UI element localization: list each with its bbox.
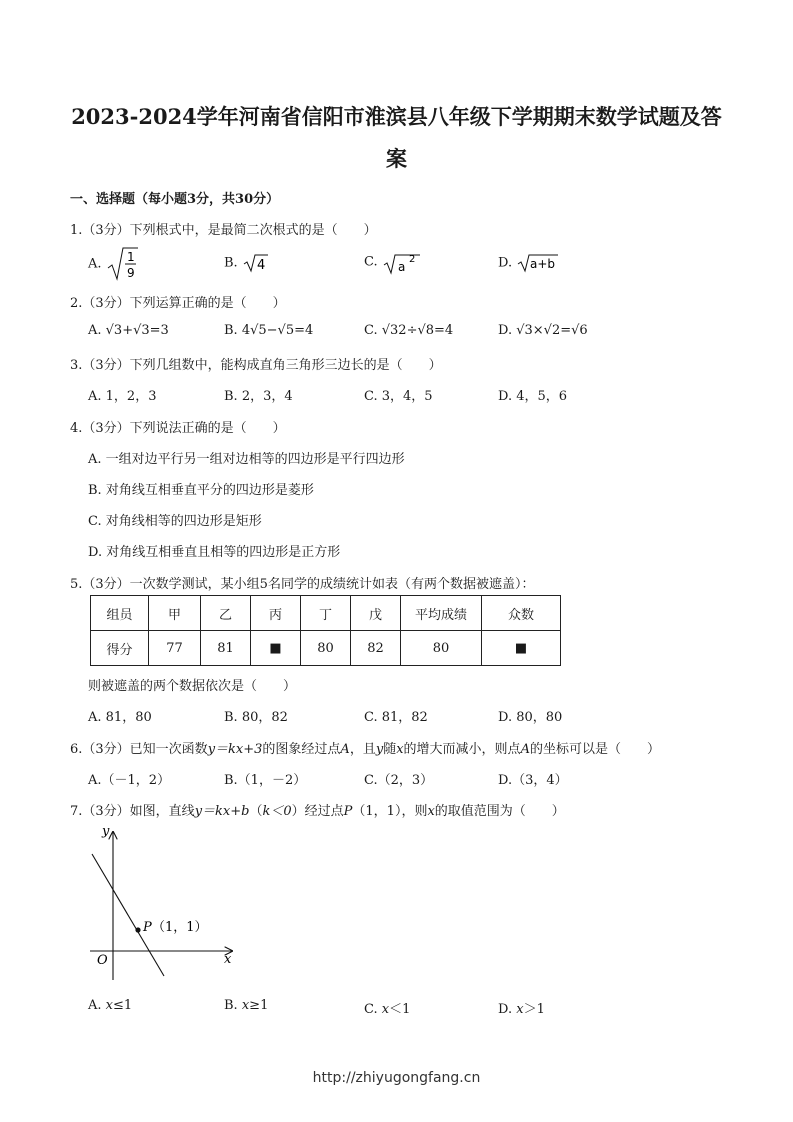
table-cell-masked: ■ <box>251 631 301 666</box>
question-2-option-c: C. √32÷√8=4 <box>364 323 454 338</box>
svg-text:1: 1 <box>126 250 135 264</box>
svg-text:2: 2 <box>408 254 416 265</box>
question-5-option-d: D. 80，80 <box>498 710 563 725</box>
option-label: C. <box>364 1002 378 1017</box>
question-1-option-a <box>88 246 140 282</box>
question-3-option-b: B. 2，3，4 <box>224 389 293 404</box>
option-relation: ＞1 <box>523 1002 545 1017</box>
option-var: x <box>516 1002 524 1017</box>
q6-point: A <box>520 742 530 757</box>
linear-function-graph <box>80 820 250 990</box>
question-2-option-b: B. 4√5−√5=4 <box>224 323 314 338</box>
table-cell-masked: ■ <box>482 631 561 666</box>
svg-text:4: 4 <box>256 258 266 273</box>
score-table <box>90 595 561 666</box>
table-header-cell: 众数 <box>482 596 561 631</box>
table-header-cell: 乙 <box>201 596 251 631</box>
question-5-followup: 则被遮盖的两个数据依次是（ ） <box>88 679 297 694</box>
q6-part: 的坐标可以是（ ） <box>529 742 660 757</box>
option-relation: ≤1 <box>113 998 133 1013</box>
q7-condition: k＜0 <box>262 804 292 819</box>
option-label: D. <box>498 255 513 271</box>
table-header-row <box>91 596 561 631</box>
question-5-option-c: C. 81，82 <box>364 710 428 725</box>
q7-part: 7.（3分）如图，直线 <box>70 804 195 819</box>
question-7-option-b <box>224 998 268 1013</box>
table-cell: 82 <box>351 631 401 666</box>
q6-function: y＝kx+3 <box>207 742 263 757</box>
table-header-cell: 甲 <box>149 596 201 631</box>
question-6-stem <box>70 738 660 757</box>
origin-label: O <box>97 953 108 968</box>
point-p <box>135 927 140 932</box>
x-axis-label: x <box>224 952 232 967</box>
option-label: C. <box>364 254 378 270</box>
question-3-option-a: A. 1，2，3 <box>88 389 157 404</box>
table-cell: 81 <box>201 631 251 666</box>
q6-part: 的增大而减小，则点 <box>403 742 521 757</box>
svg-text:9: 9 <box>126 266 135 280</box>
paper-title-line1: 2023-2024学年河南省信阳市淮滨县八年级下学期期末数学试题及答 <box>71 104 722 129</box>
table-header-cell: 丁 <box>301 596 351 631</box>
question-2-option-d: D. √3×√2=√6 <box>498 323 588 338</box>
q7-point: P <box>343 804 353 819</box>
option-var: x <box>241 998 250 1013</box>
option-relation: ≥1 <box>249 998 269 1013</box>
question-4-option-c: C. 对角线相等的四边形是矩形 <box>88 514 262 529</box>
q6-var-x: x <box>396 742 404 757</box>
point-p-coords: （1，1） <box>152 920 208 935</box>
question-2-stem: 2.（3分）下列运算正确的是（ ） <box>70 296 286 311</box>
q6-var-y: y <box>375 742 384 757</box>
question-5-option-a: A. 81，80 <box>88 710 152 725</box>
table-cell: 77 <box>149 631 201 666</box>
sqrt-one-ninth <box>106 246 140 282</box>
question-1-option-d <box>498 253 560 273</box>
option-label: A. <box>88 998 102 1013</box>
question-5-option-b: B. 80，82 <box>224 710 288 725</box>
question-1-option-c <box>364 249 422 275</box>
question-7-option-c <box>364 998 410 1017</box>
question-3-stem: 3.（3分）下列几组数中，能构成直角三角形三边长的是（ ） <box>70 358 442 373</box>
paper-title-line2: 案 <box>386 146 407 171</box>
q6-point: A <box>340 742 350 757</box>
table-row <box>91 631 561 666</box>
table-cell: 80 <box>401 631 482 666</box>
question-3-option-d: D. 4，5，6 <box>498 389 568 404</box>
option-label: B. <box>224 255 238 271</box>
sqrt-a-squared <box>382 249 422 275</box>
question-6-option-c: C.（2，3） <box>364 773 434 788</box>
question-6-option-a: A.（－1，2） <box>88 773 171 788</box>
q7-var-x: x <box>427 804 435 819</box>
footer-url[interactable]: http://zhiyugongfang.cn <box>312 1070 481 1086</box>
question-2-option-a: A. √3+√3=3 <box>88 323 169 338</box>
point-p-label: P <box>143 920 152 935</box>
question-3-option-c: C. 3，4，5 <box>364 389 433 404</box>
q7-part: （1，1），则 <box>352 804 428 819</box>
q7-part: 的取值范围为（ ） <box>434 804 565 819</box>
question-7-option-d <box>498 998 545 1017</box>
table-header-cell: 戊 <box>351 596 401 631</box>
svg-text:a: a <box>397 260 406 274</box>
question-6-option-b: B.（1，－2） <box>224 773 307 788</box>
table-row-label: 得分 <box>91 631 149 666</box>
option-var: x <box>105 998 114 1013</box>
sqrt-four <box>242 253 270 273</box>
question-6-option-d: D.（3，4） <box>498 773 568 788</box>
question-5-stem: 5.（3分）一次数学测试，某小组5名同学的成绩统计如表（有两个数据被遮盖）： <box>70 577 535 592</box>
table-header-cell: 组员 <box>91 596 149 631</box>
table-header-cell: 平均成绩 <box>401 596 482 631</box>
question-4-stem: 4.（3分）下列说法正确的是（ ） <box>70 421 286 436</box>
q7-function: y＝kx+b <box>194 804 250 819</box>
svg-text:a+b: a+b <box>530 257 556 271</box>
question-1-option-b <box>224 253 270 273</box>
table-cell: 80 <box>301 631 351 666</box>
q6-part: 6.（3分）已知一次函数 <box>70 742 208 757</box>
q6-part: ，且 <box>349 742 376 757</box>
option-label: B. <box>224 998 238 1013</box>
q7-part: ）经过点 <box>291 804 344 819</box>
option-label: D. <box>498 1002 513 1017</box>
option-relation: ＜1 <box>389 1002 411 1017</box>
question-7-stem <box>70 800 565 819</box>
q7-part: （ <box>249 804 263 819</box>
q6-part: 的图象经过点 <box>262 742 341 757</box>
sqrt-a-plus-b <box>516 253 560 273</box>
option-label: A. <box>88 256 102 272</box>
q6-part: 随 <box>383 742 397 757</box>
table-header-cell: 丙 <box>251 596 301 631</box>
section-heading: 一、选择题（每小题3分，共30分） <box>70 192 280 207</box>
option-var: x <box>381 1002 390 1017</box>
question-4-option-d: D. 对角线互相垂直且相等的四边形是正方形 <box>88 545 341 560</box>
question-1-stem: 1.（3分）下列根式中，是最简二次根式的是（ ） <box>70 223 377 238</box>
question-4-option-a: A. 一组对边平行另一组对边相等的四边形是平行四边形 <box>88 452 405 467</box>
y-axis-label: y <box>102 824 110 839</box>
question-4-option-b: B. 对角线互相垂直平分的四边形是菱形 <box>88 483 314 498</box>
question-7-option-a <box>88 998 132 1013</box>
